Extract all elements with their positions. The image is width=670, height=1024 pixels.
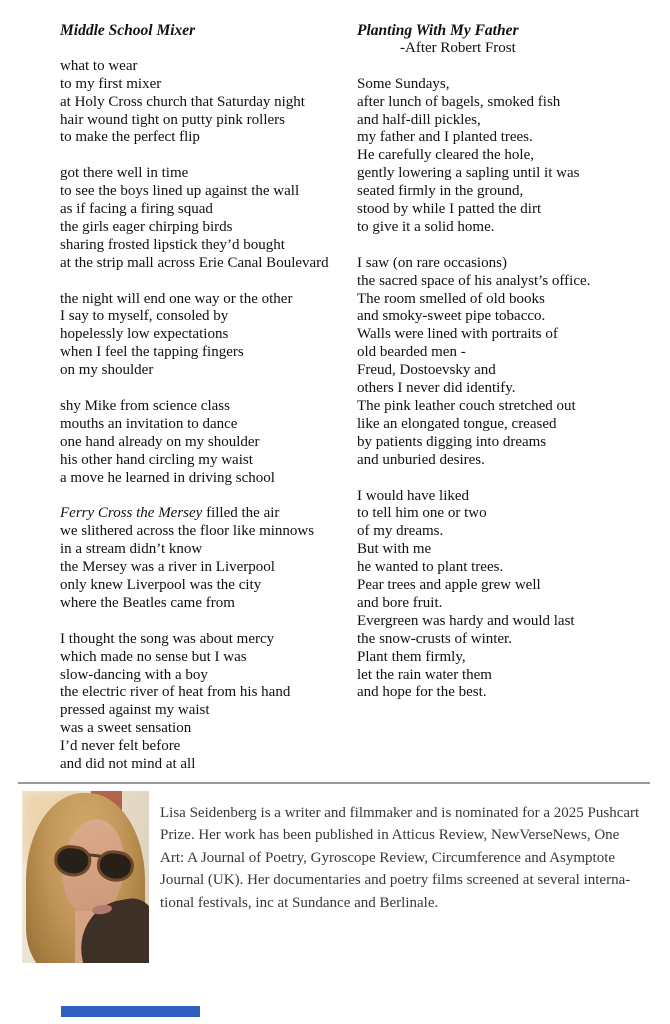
poem-line: and did not mind at all	[60, 756, 196, 773]
poem-line: slow-dancing with a boy	[60, 666, 208, 683]
poem-line: I thought the song was about mercy	[60, 630, 275, 647]
stanza	[60, 505, 360, 612]
poem-line: only knew Liverpool was the city	[60, 577, 262, 594]
poem-line: I saw (on rare occasions)	[357, 254, 507, 271]
poem-line: one hand already on my shoulder	[60, 433, 260, 450]
poem-line: he wanted to plant trees.	[357, 559, 504, 576]
poem-line: a move he learned in driving school	[60, 469, 275, 486]
poem-body	[60, 58, 360, 774]
poem-line: and smoky-sweet pipe tobacco.	[357, 308, 546, 325]
poem-line: the girls eager chirping birds	[60, 218, 233, 235]
poem-line: stood by while I patted the dirt	[357, 201, 542, 218]
poem-line: I would have liked	[357, 487, 470, 504]
poem-line: Some Sundays,	[357, 75, 450, 92]
poem-line: and bore fruit.	[357, 594, 443, 611]
poem-line: seated firmly in the ground,	[357, 183, 524, 200]
poem-line: the snow-crusts of winter.	[357, 630, 512, 647]
author-bio	[160, 802, 660, 914]
poem-line: by patients digging into dreams	[357, 433, 547, 450]
poem-line: to see the boys lined up against the wall	[60, 183, 300, 200]
poem-line: got there well in time	[60, 165, 189, 182]
poem-dedication: -After Robert Frost	[400, 39, 516, 56]
poem-body	[357, 76, 657, 703]
poem-line: others I never did identify.	[357, 380, 516, 397]
poem-line: in a stream didn’t know	[60, 541, 203, 558]
poem-line: Evergreen was hardy and would last	[357, 612, 575, 629]
poem-line: we slithered across the floor like minnows	[60, 523, 315, 540]
poem-line: let the rain water them	[357, 666, 492, 683]
poem-line: where the Beatles came from	[60, 594, 235, 611]
poem-line: to my first mixer	[60, 75, 162, 92]
bio-line: Journal (UK). Her documentaries and poetry films screened at several interna-	[160, 872, 631, 889]
poem-line: Plant them firmly,	[357, 648, 466, 665]
poem-title: Planting With My Father	[357, 22, 519, 39]
poem-line: hopelessly low expectations	[60, 326, 229, 343]
poem-line: at Holy Cross church that Saturday night	[60, 93, 305, 110]
author-photo	[22, 791, 149, 963]
poem-line: mouths an invitation to dance	[60, 415, 238, 432]
poem-line: Ferry Cross the Mersey filled the air	[60, 505, 280, 522]
stanza	[357, 488, 657, 703]
poem-line: what to wear	[60, 57, 138, 74]
stanza	[357, 255, 657, 470]
poem-line: on my shoulder	[60, 362, 154, 379]
bio-line: Prize. Her work has been published in Atticus Review, NewVerseNews, One	[160, 827, 620, 844]
poem-line: I’d never felt before	[60, 738, 181, 755]
sunglasses-left-lens	[52, 843, 92, 878]
poem-line: But with me	[357, 541, 432, 558]
bio-line: Lisa Seidenberg is a writer and filmmaker and is nominated for a 2025 Pushcart	[160, 805, 640, 821]
poem-line: to tell him one or two	[357, 505, 487, 522]
stanza	[357, 76, 657, 237]
poem-line: He carefully cleared the hole,	[357, 147, 534, 164]
poem-line: at the strip mall across Erie Canal Boulevard	[60, 254, 329, 271]
poem-line: pressed against my waist	[60, 702, 210, 719]
poem-line: Walls were lined with portraits of	[357, 326, 558, 343]
poem-line: the sacred space of his analyst’s office.	[357, 272, 591, 289]
poem-line: and unburied desires.	[357, 451, 485, 468]
section-divider	[18, 782, 650, 784]
poem-line: the Mersey was a river in Liverpool	[60, 559, 275, 576]
poem-title: Middle School Mixer	[60, 22, 196, 39]
poem-line: The pink leather couch stretched out	[357, 398, 576, 414]
stanza	[60, 58, 360, 148]
poem-line: hair wound tight on putty pink rollers	[60, 111, 285, 128]
poem-line: was a sweet sensation	[60, 720, 192, 737]
poem-line: like an elongated tongue, creased	[357, 415, 557, 432]
poem-planting-with-my-father	[357, 22, 657, 702]
poem-line: old bearded men -	[357, 344, 466, 361]
poem-line: shy Mike from science class	[60, 397, 230, 414]
poem-line: as if facing a firing squad	[60, 201, 213, 218]
poem-line: after lunch of bagels, smoked fish	[357, 93, 561, 110]
poem-line: which made no sense but I was	[60, 648, 247, 665]
poem-line: the electric river of heat from his hand	[60, 684, 291, 701]
poem-line: gently lowering a sapling until it was	[357, 165, 580, 182]
stanza	[60, 398, 360, 488]
poem-middle-school-mixer	[60, 22, 360, 774]
poem-line: to give it a solid home.	[357, 218, 495, 235]
stanza	[60, 165, 360, 272]
poem-line: to make the perfect flip	[60, 129, 200, 146]
poem-line: Freud, Dostoevsky and	[357, 362, 496, 379]
poem-line: my father and I planted trees.	[357, 129, 533, 146]
poem-line: and half-dill pickles,	[357, 111, 481, 128]
poem-line: the night will end one way or the other	[60, 290, 293, 307]
poem-line: Pear trees and apple grew well	[357, 577, 541, 594]
poem-line: The room smelled of old books	[357, 290, 545, 307]
footer-blue-bar	[61, 1006, 200, 1017]
poem-line: his other hand circling my waist	[60, 451, 253, 468]
bio-line: tional festivals, inc at Sundance and Berlinale.	[160, 894, 439, 911]
stanza	[60, 291, 360, 381]
poem-line: sharing frosted lipstick they’d bought	[60, 236, 285, 253]
bio-line: Art: A Journal of Poetry, Gyroscope Review, Circumference and Asymptote	[160, 849, 616, 866]
poem-line: I say to myself, consoled by	[60, 308, 229, 325]
poem-line: when I feel the tapping fingers	[60, 344, 244, 361]
stanza	[60, 631, 360, 774]
poem-line: and hope for the best.	[357, 684, 487, 701]
poem-line: of my dreams.	[357, 523, 444, 540]
